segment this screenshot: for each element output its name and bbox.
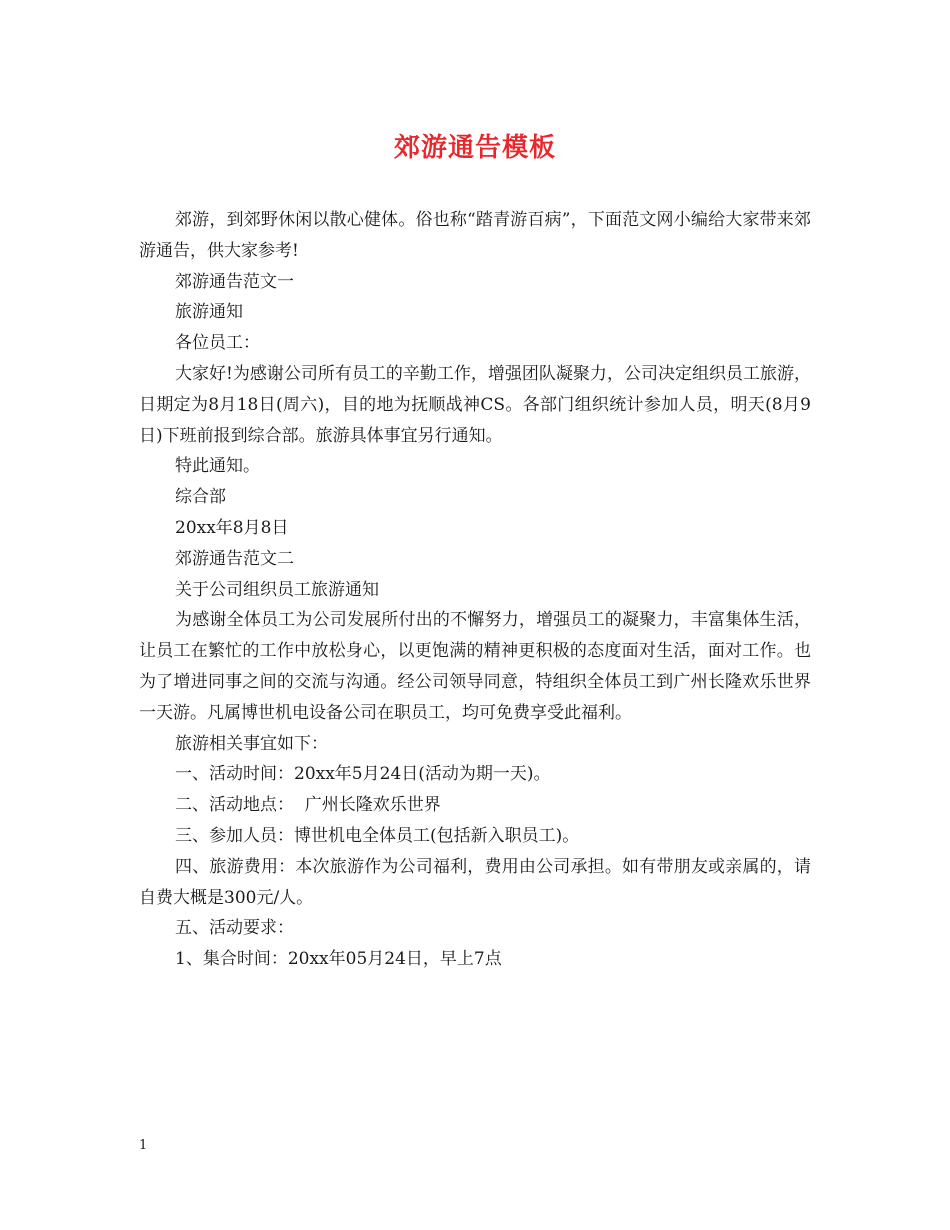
paragraph-notice-two-title: 关于公司组织员工旅游通知 <box>175 579 379 600</box>
paragraph-activity-time: 一、活动时间：20xx年5月24日(活动为期一天)。 <box>175 764 551 785</box>
paragraph-department: 综合部 <box>175 487 226 508</box>
paragraph-participants: 三、参加人员：博世机电全体员工(包括新入职员工)。 <box>175 825 580 846</box>
paragraph-sample-two-heading: 郊游通告范文二 <box>175 548 294 569</box>
document-title: 郊游通告模板 <box>393 133 556 163</box>
paragraph-notice-two-body: 为感谢全体员工为公司发展所付出的不懈努力，增强员工的凝聚力，丰富集体生活，让员工在繁忙的工作中放松身心，以更饱满的精神更积极的态度面对生活，面对工作。也为了增进同事之间的交流与沟通。经公司领导同意，特组织全体员工到广州长隆欢乐世界一天游。凡属博世机电设备公司在职员工，均可免费享受此福利。 <box>139 610 811 723</box>
paragraph-intro: 郊游，到郊野休闲以散心健体。俗也称“踏青游百病”，下面范文网小编给大家带来郊游通告，供大家参考! <box>139 210 811 261</box>
paragraph-closing: 特此通知。 <box>175 456 260 477</box>
paragraph-notice-body: 大家好!为感谢公司所有员工的辛勤工作，增强团队凝聚力，公司决定组织员工旅游，日期定为8月18日(周六)，目的地为抚顺战神CS。各部门组织统计参加人员，明天(8月9日)下班前报到综合部。旅游具体事宜另行通知。 <box>139 363 811 446</box>
document-body <box>139 205 811 975</box>
paragraph-date: 20xx年8月8日 <box>175 517 289 538</box>
paragraph-notice-title: 旅游通知 <box>175 302 243 323</box>
paragraph-details-heading: 旅游相关事宜如下： <box>175 733 328 754</box>
paragraph-requirements-heading: 五、活动要求： <box>175 918 294 939</box>
paragraph-gathering-time: 1、集合时间：20xx年05月24日，早上7点 <box>175 949 502 970</box>
paragraph-sample-one-heading: 郊游通告范文一 <box>175 271 294 292</box>
paragraph-travel-cost: 四、旅游费用：本次旅游作为公司福利，费用由公司承担。如有带朋友或亲属的，请自费大概是300元/人。 <box>139 856 811 908</box>
paragraph-activity-location: 二、活动地点： 广州长隆欢乐世界 <box>175 795 441 816</box>
page-number: 1 <box>139 1138 148 1153</box>
paragraph-salutation: 各位员工： <box>175 333 260 354</box>
